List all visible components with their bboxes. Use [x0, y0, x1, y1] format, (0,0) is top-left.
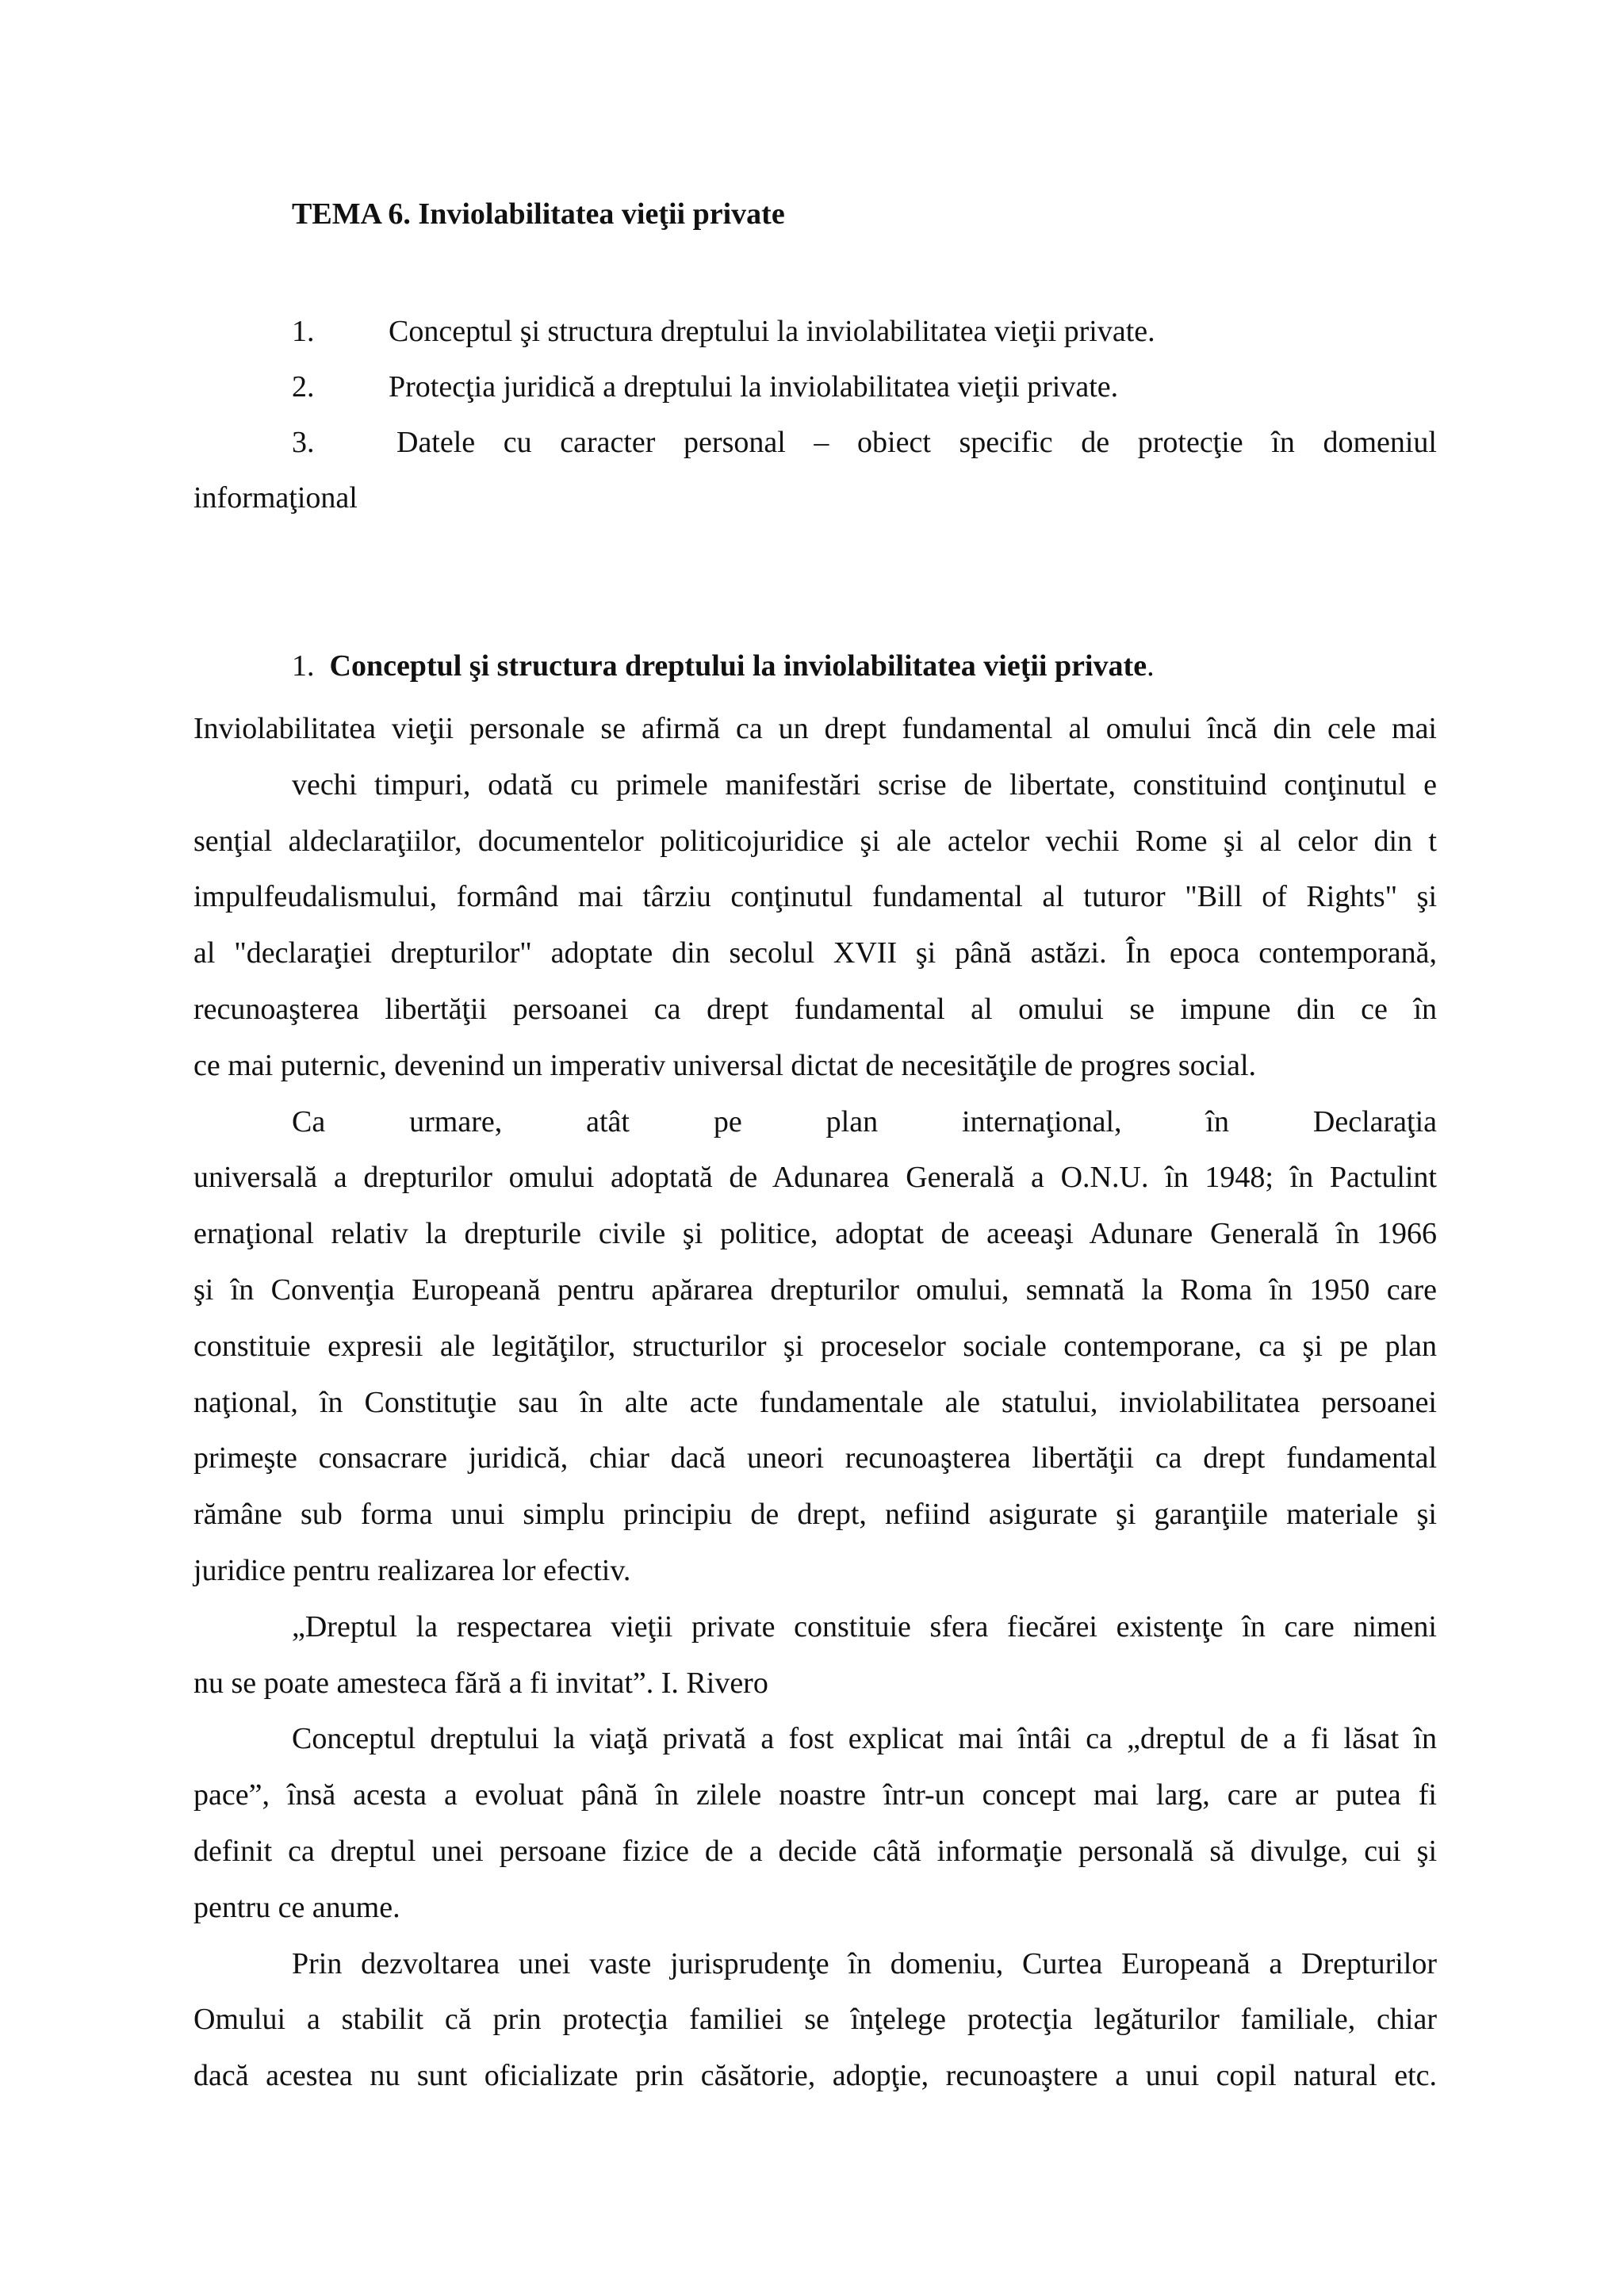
text-line: pace”, însă acesta a evoluat până în zilele noastre într-un concept mai larg, care ar putea fi: [193, 1778, 1437, 1812]
toc-item-continuation: informaţional: [193, 481, 358, 515]
text-line: ernaţional relativ la drepturile civile şi politice, adoptat de aceeaşi Adunare Generală în 1966: [193, 1217, 1437, 1251]
toc-item-text: Conceptul şi structura dreptului la inviolabilitatea vieţii private.: [389, 315, 1155, 348]
section-heading-number: 1.: [292, 649, 315, 683]
text-line: recunoaşterea libertăţii persoanei ca drept fundamental al omului se impune din ce în: [193, 992, 1437, 1026]
text-line: şi în Convenţia Europeană pentru apărarea drepturilor omului, semnată la Roma în 1950 care: [193, 1272, 1437, 1307]
text-line: nu se poate amesteca fără a fi invitat”. I. Rivero: [193, 1666, 768, 1700]
toc-item-text: Protecţia juridică a dreptului la inviolabilitatea vieţii private.: [389, 370, 1119, 404]
section-heading: [292, 644, 1155, 688]
text-line: naţional, în Constituţie sau în alte acte fundamentale ale statului, inviolabilitatea persoanei: [193, 1385, 1437, 1419]
toc-item-number: 3.: [292, 426, 315, 459]
toc-item-number: 1.: [292, 315, 315, 348]
text-line: definit ca dreptul unei persoane fizice de a decide câtă informaţie personală să divulge, cui şi: [193, 1834, 1437, 1868]
text-line: dacă acestea nu sunt oficializate prin căsătorie, adopţie, recunoaştere a unui copil natural etc.: [193, 2059, 1437, 2093]
text-line: Prin dezvoltarea unei vaste jurisprudenţe în domeniu, Curtea Europeană a Drepturilor: [292, 1946, 1437, 1980]
toc-item-text: Datele cu caracter personal – obiect specific de protecţie în domeniul: [396, 426, 1437, 459]
text-line: pentru ce anume.: [193, 1890, 400, 1924]
text-line: constituie expresii ale legităţilor, structurilor şi proceselor sociale contemporane, ca şi pe plan: [193, 1329, 1437, 1363]
text-line: „Dreptul la respectarea vieţii private constituie sfera fiecărei existenţe în care nimeni: [292, 1609, 1437, 1644]
text-line: senţial aldeclaraţiilor, documentelor politicojuridice şi ale actelor vechii Rome şi al celor din t: [193, 824, 1437, 858]
section-heading-trailing: .: [1147, 649, 1155, 683]
text-line: impulfeudalismului, formând mai târziu conţinutul fundamental al tuturor "Bill of Rights" şi: [193, 880, 1437, 914]
text-line: universală a drepturilor omului adoptată de Adunarea Generală a O.N.U. în 1948; în Pactulint: [193, 1161, 1437, 1195]
toc-item-number: 2.: [292, 370, 315, 404]
text-line: Conceptul dreptului la viaţă privată a fost explicat mai întâi ca „dreptul de a fi lăsat în: [292, 1722, 1437, 1756]
text-line: ce mai puternic, devenind un imperativ universal dictat de necesităţile de progres social.: [193, 1048, 1257, 1082]
document-title: TEMA 6. Inviolabilitatea vieţii private: [292, 197, 785, 231]
body-text: [193, 701, 1437, 2104]
text-line: Inviolabilitatea vieţii personale se afirmă ca un drept fundamental al omului încă din cele mai: [193, 712, 1437, 745]
text-line: Omului a stabilit că prin protecţia familiei se înţelege protecţia legăturilor familiale, chiar: [193, 2003, 1437, 2037]
text-line: juridice pentru realizarea lor efectiv.: [193, 1553, 631, 1587]
text-line: al "declaraţiei drepturilor" adoptate din secolul XVII şi până astăzi. În epoca contemporană,: [193, 936, 1437, 970]
text-line: Ca urmare, atât pe plan internaţional, în Declaraţia: [292, 1104, 1437, 1138]
text-line: vechi timpuri, odată cu primele manifestări scrise de libertate, constituind conţinutul e: [292, 767, 1437, 802]
text-line: rămâne sub forma unui simplu principiu de drept, nefiind asigurate şi garanţiile materiale şi: [193, 1498, 1437, 1532]
text-line: primeşte consacrare juridică, chiar dacă uneori recunoaşterea libertăţii ca drept fundamental: [193, 1441, 1437, 1475]
section-heading-text: Conceptul şi structura dreptului la inviolabilitatea vieţii private: [329, 649, 1147, 683]
